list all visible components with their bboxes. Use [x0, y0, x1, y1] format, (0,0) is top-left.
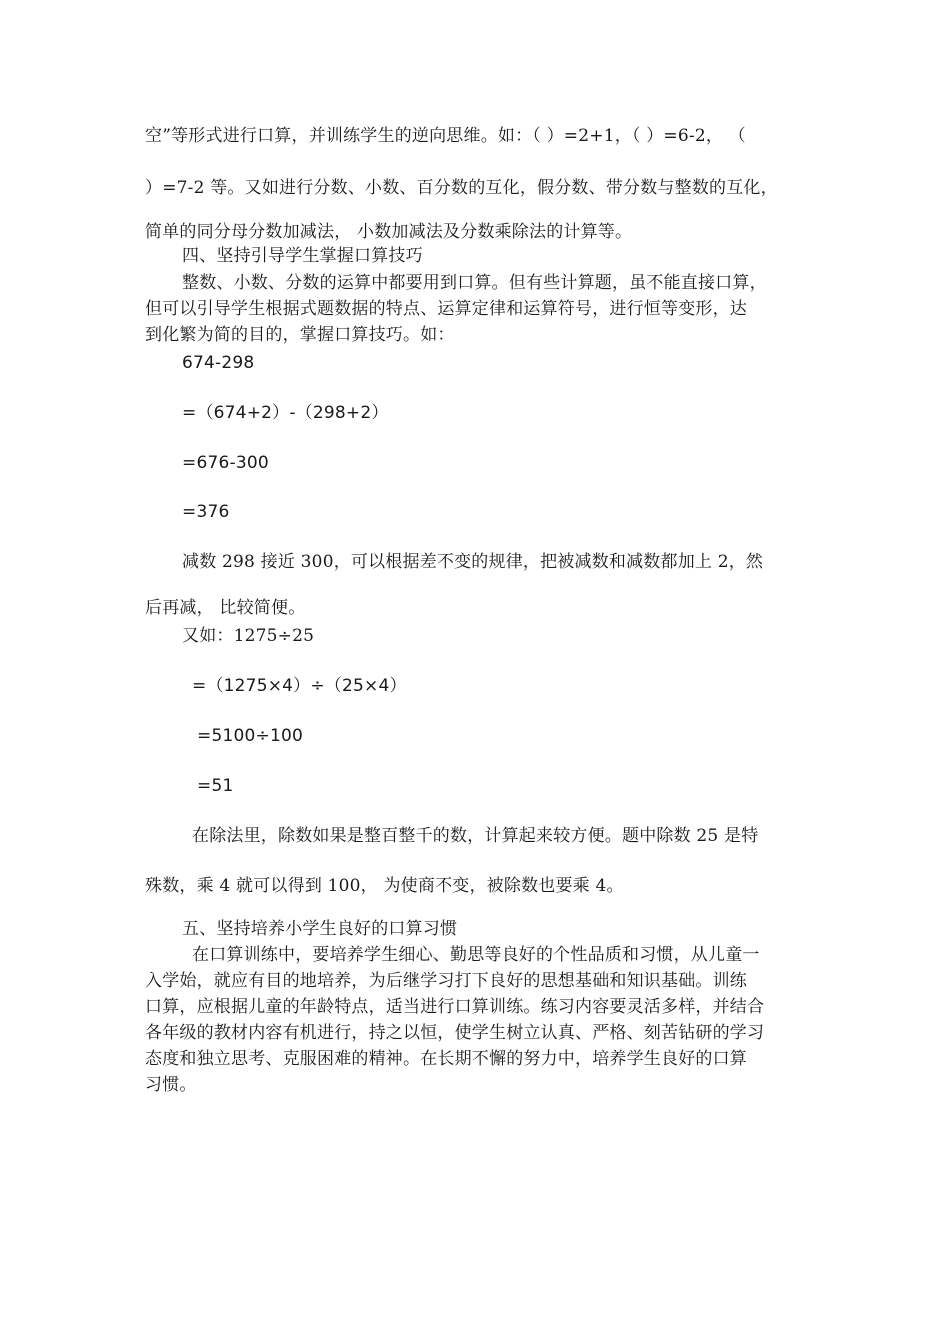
text-line: 又如：1275÷25 [182, 626, 315, 646]
text-line: 空”等形式进行口算，并训练学生的逆向思维。如：（ ）=2+1，（ ）=6-2， （ [145, 126, 746, 146]
equation-line: 674-298 [182, 353, 255, 373]
text-line: 后再减， 比较简便。 [145, 598, 306, 618]
text-line: 入学始，就应有目的地培养，为后继学习打下良好的思想基础和知识基础。训练 [145, 971, 747, 991]
text-line: 殊数，乘 4 就可以得到 100， 为使商不变，被除数也要乘 4。 [145, 876, 624, 896]
text-line: 在除法里，除数如果是整百整千的数，计算起来较方便。题中除数 25 是特 [192, 826, 759, 846]
text-line: 但可以引导学生根据式题数据的特点、运算定律和运算符号，进行恒等变形，达 [145, 299, 747, 319]
equation-line: =51 [197, 776, 234, 796]
section-heading: 四、坚持引导学生掌握口算技巧 [182, 246, 423, 266]
equation-line: =676-300 [182, 453, 269, 473]
section-heading: 五、坚持培养小学生良好的口算习惯 [182, 919, 458, 939]
equation-line: =（674+2）-（298+2） [182, 403, 389, 423]
equation-line: =5100÷100 [197, 726, 303, 746]
text-line: 整数、小数、分数的运算中都要用到口算。但有些计算题，虽不能直接口算， [182, 273, 767, 293]
text-line: 简单的同分母分数加减法， 小数加减法及分数乘除法的计算等。 [145, 222, 633, 242]
text-line: 习惯。 [145, 1075, 197, 1095]
text-line: 态度和独立思考、克服困难的精神。在长期不懈的努力中，培养学生良好的口算 [145, 1049, 747, 1069]
text-line: 减数 298 接近 300，可以根据差不变的规律，把被减数和减数都加上 2，然 [182, 552, 764, 572]
equation-line: =376 [182, 502, 230, 522]
text-line: 各年级的教材内容有机进行，持之以恒，使学生树立认真、严格、刻苦钻研的学习 [145, 1023, 765, 1043]
text-line: ）=7-2 等。又如进行分数、小数、百分数的互化，假分数、带分数与整数的互化， [145, 178, 778, 198]
text-line: 在口算训练中，要培养学生细心、勤思等良好的个性品质和习惯，从儿童一 [192, 945, 760, 965]
text-line: 口算，应根据儿童的年龄特点，适当进行口算训练。练习内容要灵活多样，并结合 [145, 997, 765, 1017]
text-line: 到化繁为简的目的，掌握口算技巧。如： [145, 325, 455, 345]
equation-line: =（1275×4）÷（25×4） [192, 676, 407, 696]
